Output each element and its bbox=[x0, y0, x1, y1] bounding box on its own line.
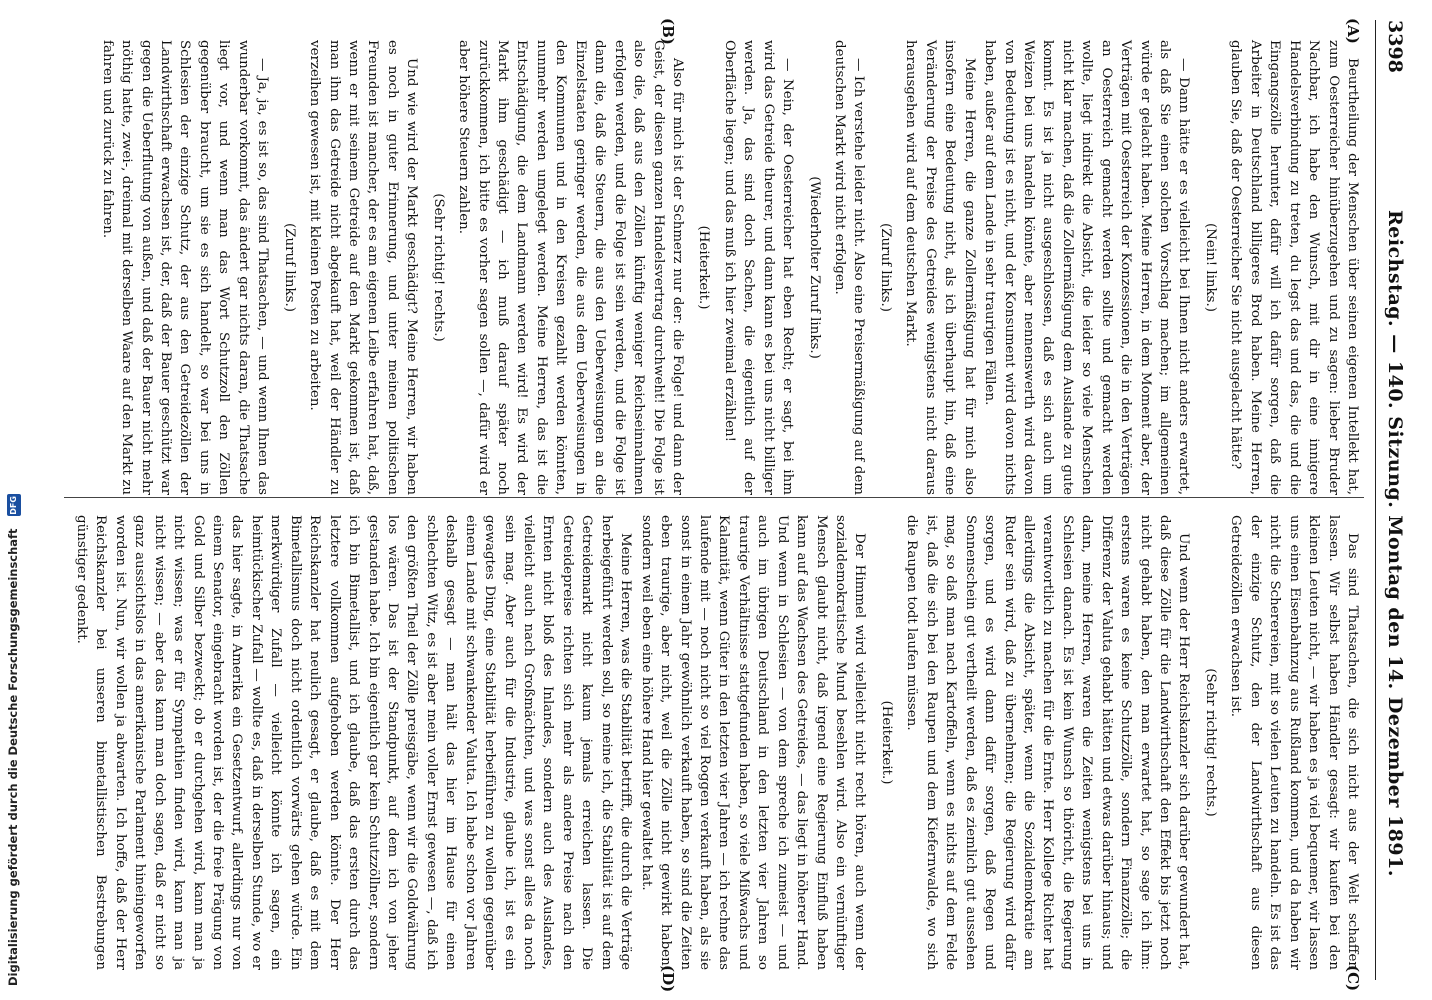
margin-marker-c: (C) bbox=[1344, 965, 1362, 992]
left-column-interjection: (Sehr richtig! rechts.) bbox=[430, 193, 446, 342]
dfg-logo-icon: DFG bbox=[7, 494, 21, 516]
page-number: 3398 bbox=[1384, 20, 1406, 73]
right-column-paragraph: Das sind Thatsachen, die sich nicht aus der Welt schaffen lassen. Wir selbst haben Händler gesagt: wir kaufen bei den kleinen Leuten nicht, — wir haben es ja viel bequemer, wir lassen uns einen Eisenbahnzug aus Rußland kommen, und da haben wir nicht die Scherereien, mit so vielen Leuten zu handeln. Es ist das der einzige Schutz, den der Landwirthschaft aus diesen Getreidezöllen erwachsen ist. bbox=[1228, 515, 1360, 970]
left-column-paragraph: Und wie wird der Markt geschädigt? Meine Herren, wir haben es noch in guter Erinnerung, und unter meinen politischen Freunden ist mancher, der es am eigenen Leibe erfahren hat, daß, wenn er mit seinem Getreide auf den Markt gekommen ist, daß man ihm das Getreide nicht abgekauft hat, weil der Händler zu verzeihen gewesen ist, mit kleinen Posten zu arbeiten. bbox=[307, 40, 420, 495]
running-title: Reichstag. — 140. Sitzung. Montag den 14. Dezember 1891. bbox=[1384, 210, 1406, 877]
digitization-credit bbox=[2, 0, 24, 1000]
right-column-interjection: (Heiterkeit.) bbox=[878, 700, 894, 785]
margin-marker-a: (A) bbox=[1344, 18, 1362, 44]
column-divider bbox=[64, 497, 1364, 498]
left-column-paragraph: — Dann hätte er es vielleicht bei Ihnen nicht anders erwartet, als daß Sie einen solchen Vorschlag machen; im allgemeinen würde er gelacht haben. Meine Herren, in dem Moment aber, der Verträgen mit Oesterreich der Konzessionen, die in den Verträgen an Oesterreich gemacht werden sollte und gemacht werden wollte, liegt indirekt die Absicht, die leider so viele Menschen nicht klar machen, daß die Zollermäßigung dem Auslande zu gute kommt. Es ist ja nicht ausgeschlossen, daß es sich auch um Weizen bei uns handeln könnte, aber nennenswerth wird davon von Bedeutung ist es nicht, und der Konsument wird davon nichts haben, außer auf dem Lande in sehr traurigen Fällen. bbox=[982, 40, 1192, 495]
margin-marker-b: (B) bbox=[659, 18, 677, 45]
right-column-interjection: (Sehr richtig! rechts.) bbox=[1202, 668, 1218, 817]
left-column-interjection: (Heiterkeit.) bbox=[696, 225, 712, 310]
printed-page bbox=[42, 0, 1432, 1000]
left-column bbox=[96, 40, 1362, 495]
digitization-credit-text: Digitalisierung gefördert durch die Deutsche Forschungsgemeinschaft bbox=[6, 528, 20, 986]
left-column-paragraph: Meine Herren, die ganze Zollermäßigung hat für mich also insofern eine Bedeutung nicht, als ich überhaupt hin, daß eine Veränderung der Preise des Getreides wenigstens nicht daraus herausgehen wird auf dem deutschen Markt. bbox=[903, 40, 977, 495]
left-column-paragraph: — Ich verstehe leider nicht. Also eine Preisermäßigung auf dem deutschen Markt wird nicht erfolgen. bbox=[832, 40, 867, 495]
right-column bbox=[71, 515, 1362, 970]
left-column-paragraph: — Nein, der Oesterreicher hat eben Recht; er sagt, bei ihm wird das Getreide theurer, und dann kann es bei uns nicht billiger werden. Ja, das sind doch Sachen, die eigentlich auf der Oberfläche liegen; und das muß ich hier zweimal erzählen! bbox=[721, 40, 796, 495]
left-column-paragraph: Beurtheilung der Menschen über seinen eigenen Intellekt hat, zum Oesterreicher hinüberzugehen und zu sagen: lieber Bruder Nachbar, ich habe den Wunsch, mit dir in eine innigere Handelsverbindung zu treten, du legst das und das, die und die Eingangszölle herunter, dafür will ich dafür sorgen, daß die Arbeiter in Deutschland billigeres Brod haben. Meine Herren, glauben Sie, daß der Oesterreicher Sie nicht ausgelacht hätte? bbox=[1228, 40, 1360, 495]
left-column-paragraph: — Ja, ja, es ist so, das sind Thatsachen, — und wenn Ihnen das wunderbar vorkommt, das ändert gar nichts daran, die Thatsache liegt vor, und wenn man das Wort Schutzzoll den Zöllen gegenüber braucht, um sie es sich handelt, so war bei uns in Schlesien der einzige Schutz, der aus den Getreidezöllen der Landwirthschaft erwachsen ist, der, daß der Bauer geschützt war gegen die Ueberflutung von außen, und daß der Bauer nicht mehr nöthig hatte, zwei-, dreimal mit derselben Waare auf den Markt zu fahren und zurück zu fahren. bbox=[99, 40, 271, 495]
left-column-interjection: (Zuruf links.) bbox=[281, 222, 297, 313]
digitization-credit-strip bbox=[2, 0, 24, 1000]
margin-marker-d: (D) bbox=[659, 965, 677, 993]
right-column-paragraph: Und wenn der Herr Reichskanzler sich darüber gewundert hat, daß diese Zölle für die Landwirthschaft den Effekt bis jetzt noch nicht gehabt haben, den man erwartet hat, so sage ich ihm: erstens waren es keine Schutzzölle, sondern Finanzzölle; die Differenz der Valuta gehabt hätten und etwas darüber hinaus; und dann, meine Herren, waren die Zeiten wenigstens bei uns in Schlesien danach. Es ist kein Wunsch so thöricht, die Regierung verantwortlich zu machen für die Ernte. Herr Kollege Richter hat allerdings die Absicht, später, wenn die Sozialdemokratie am Ruder sein wird, daß zu übernehmen; die Regierung wird dafür sorgen, und es wird dann dafür sorgen, daß Regen und Sonnenschein gut vertheilt werden, daß es ziemlich gut aussehen mag, so daß man nach Kartoffeln, wenn es nichts auf dem Felde ist, daß die sich bei den Raupen und dem Kiefernwalde, wo sich die Raupen todt laufen müssen. bbox=[904, 515, 1192, 970]
right-column-paragraph: Der Himmel wird vielleicht nicht recht hören, auch wenn der sozialdemokratische Mund besehlen wird. Also ein vernünftiger Mensch glaubt nicht, daß irgend eine Regierung Einfluß haben kann auf das Wachsen des Getreides, — das liegt in höherer Hand. Und wenn in Schlesien — von dem spreche ich zumeist — und auch im übrigen Deutschland in den letzten vier Jahren so traurige Verhältnisse stattgefunden haben, so viele Mißwachs und Kalamität, wenn Güter in den letzten vier Jahren — ich rechne das laufende mit — noch nicht so viel Roggen verkauft haben, als sie sonst in einem Jahr gewöhnlich verkauft haben, so sind die Zeiten eben traurige, aber nicht, weil die Zölle nicht gewirkt haben, sondern weil eben eine höhere Hand hier gewaltet hat. bbox=[638, 515, 868, 970]
left-column-interjection: (Zuruf links.) bbox=[877, 222, 893, 313]
right-column-paragraph: Meine Herren, was die Stabilität betrifft, die durch die Verträge herbeigeführt werden soll, so meine ich, die Stabilität ist auf dem Getreidemarkt nicht kaum jemals erreichen lassen. Die Getreidepreise richten sich mehr als andere Preise nach den Ernten nicht bloß des Inlandes, sondern auch des Auslandes, vielleicht auch nach Großmächten, und was sonst alles da noch sein mag. Aber auch für die Industrie, glaube ich, ist es ein gewagtes Ding, eine Stabilität herbeiführen zu wollen gegenüber einem Lande mit schwankender Valuta. Ich habe schon vor Jahren deshalb gesagt — man hält das hier im Hause für einen schlechten Witz, es ist aber mein voller Ernst gewesen —, daß ich den größten Theil der Zölle preisgäbe, wenn wir die Goldwährung los wären. Das ist der Standpunkt, auf dem ich von jeher gestanden habe. Ich bin eigentlich gar kein Schutzzöllner, sondern ich bin Bimetallist, und ich glaube, daß das ersten durch das letztere vollkommen aufgehoben werden könnte. Der Herr Reichskanzler hat neulich gesagt, er glaube, daß es mit dem Bimetallismus doch nicht ordentlich vorwärts gehen würde. Ein merkwürdiger Zufall — vielleicht könnte ich sagen, ein heimtückischer Zufall — wollte es, daß in derselben Stunde, wo er das hier sagte, in Amerika ein Gesetzentwurf, allerdings nur von einem Senator, eingebracht worden ist, der die freie Prägung von Gold und Silber bezweckt; ob er durchgehen wird, kann man ja nicht wissen; was er für Sympathien finden wird, kann man ja nicht wissen; — aber das kann man doch sagen, daß er nicht so ganz aussichtslos in das amerikanische Parlament hineingeworfen worden ist. Nun, wir wollen ja abwarten. Ich hoffe, daß der Herr Reichskanzler bei unseren bimetallistischen Bestrebungen günstiger gedenkt. bbox=[74, 515, 634, 970]
left-column-paragraph: Also für mich ist der Schmerz nur der: die Folge! und dann der Geist, der diesen ganzen Handelsvertrag durchweht! Die Folge ist also die, daß aus den Zöllen künftig weniger Reichseinnahmen erfolgen werden, und die Folge ist sein werden, und die Folge ist dann die, daß die Steuern, die aus den Ueberweisungen an die Einzelstaaten geringer werden, die aus dem Ueberweisungen in den Kommunen und in den Kreisen gezahlt werden könnten, nunmehr werden umgelegt werden. Meine Herren, das ist die Entschädigung, die dem Landmann werden wird! Es wird der Markt ihm geschädigt — ich muß darauf später noch zurückkommen, ich bitte es vorher sagen sollen —, dafür wird er aber höhere Steuern zahlen. bbox=[456, 40, 685, 495]
left-column-interjection: (Wiederholter Zuruf links.) bbox=[806, 176, 822, 359]
left-column-interjection: (Nein! links.) bbox=[1202, 222, 1218, 313]
page-header bbox=[1375, 20, 1410, 980]
